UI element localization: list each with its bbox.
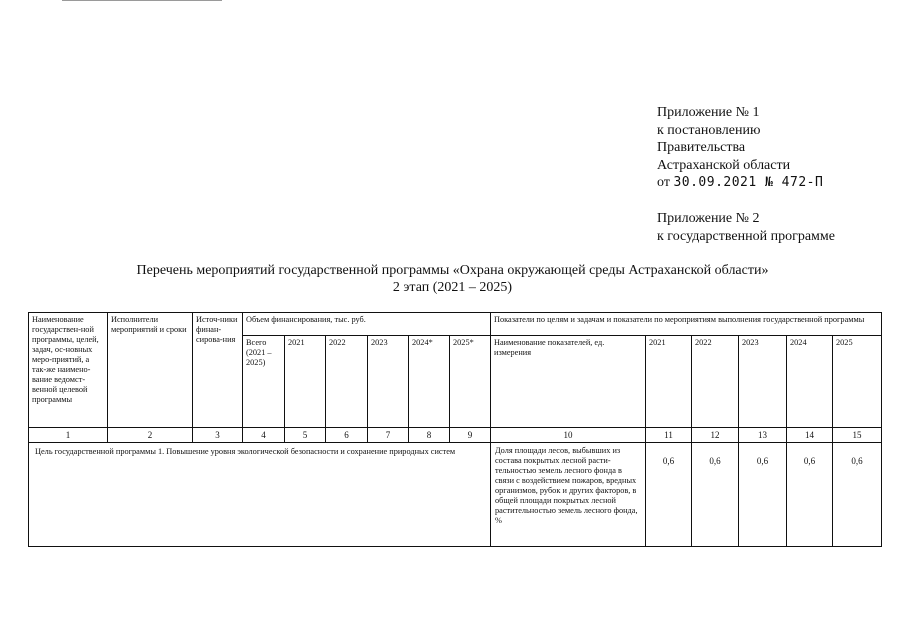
column-number: 2 <box>108 428 193 443</box>
column-number: 13 <box>739 428 787 443</box>
appendix-1-date-line <box>657 174 823 192</box>
from-label: от <box>657 175 670 190</box>
header-executors-cell: Исполнители мероприятий и сроки <box>108 313 193 428</box>
indicator-value-2024: 0,6 <box>787 443 833 547</box>
document-title-line-1: Перечень мероприятий государственной программы «Охрана окружающей среды Астраханской области» <box>136 263 769 278</box>
appendix-1-block <box>657 104 823 192</box>
header-year-2023: 2023 <box>368 336 409 428</box>
header-indicators-group: Показатели по целям и задачам и показатели по мероприятиям выполнения государственной программы <box>491 313 882 336</box>
header-funding-group: Объем финансирования, тыс. руб. <box>243 313 491 336</box>
header-indicator-name: Наименование показателей, ед. измерения <box>491 336 646 428</box>
column-number-row <box>29 428 882 443</box>
header-year-2024: 2024* <box>409 336 450 428</box>
header-indicator-2024: 2024 <box>787 336 833 428</box>
appendix-2-line-2: к государственной программе <box>657 228 835 244</box>
indicator-value-2025: 0,6 <box>833 443 882 547</box>
header-year-2021: 2021 <box>285 336 326 428</box>
header-year-2025: 2025* <box>450 336 491 428</box>
appendix-2-title: Приложение № 2 <box>657 211 760 226</box>
document-title-line-2: 2 этап (2021 – 2025) <box>392 280 513 295</box>
column-number: 9 <box>450 428 491 443</box>
document-title <box>0 262 905 296</box>
column-number: 6 <box>326 428 368 443</box>
decree-date-number: 30.09.2021 № 472-П <box>673 175 824 190</box>
column-number: 1 <box>29 428 108 443</box>
appendix-1-title: Приложение № 1 <box>657 105 760 120</box>
header-source-cell: Источ-ники финан-сирова-ния <box>193 313 243 428</box>
activities-table <box>28 312 882 547</box>
column-number: 8 <box>409 428 450 443</box>
column-number: 4 <box>243 428 285 443</box>
indicator-value-2021: 0,6 <box>646 443 692 547</box>
header-indicator-2023: 2023 <box>739 336 787 428</box>
header-year-2022: 2022 <box>326 336 368 428</box>
appendix-1-line-3: Правительства <box>657 140 746 155</box>
header-row-1 <box>29 313 882 336</box>
column-number: 12 <box>692 428 739 443</box>
column-number: 10 <box>491 428 646 443</box>
header-name-cell: Наименование государствен-ной программы, целей, задач, ос-новных меро-приятий, а так-же наимено-вание ведомст-венной целевой программы <box>29 313 108 428</box>
goal-row <box>29 443 882 547</box>
column-number: 5 <box>285 428 326 443</box>
header-indicator-2025: 2025 <box>833 336 882 428</box>
header-total: Всего (2021 – 2025) <box>243 336 285 428</box>
column-number: 11 <box>646 428 692 443</box>
appendix-2-block <box>657 210 835 245</box>
appendix-1-line-4: Астраханской области <box>657 157 791 173</box>
column-number: 7 <box>368 428 409 443</box>
goal-text-cell: Цель государственной программы 1. Повышение уровня экологической безопасности и сохранение природных систем <box>29 443 491 547</box>
appendix-1-line-2: к постановлению <box>657 122 761 138</box>
column-number: 15 <box>833 428 882 443</box>
column-number: 14 <box>787 428 833 443</box>
header-indicator-2021: 2021 <box>646 336 692 428</box>
column-number: 3 <box>193 428 243 443</box>
indicator-text-cell: Доля площади лесов, выбывших из состава покрытых лесной расти-тельностью земель лесного фонда в связи с воздействием пожаров, вредных организмов, рубок и других факторов, в общей площади покрытых лесной растительностью земель лесного фонда, % <box>491 443 646 547</box>
indicator-value-2022: 0,6 <box>692 443 739 547</box>
scan-artifact-line <box>62 0 222 1</box>
indicator-value-2023: 0,6 <box>739 443 787 547</box>
header-indicator-2022: 2022 <box>692 336 739 428</box>
